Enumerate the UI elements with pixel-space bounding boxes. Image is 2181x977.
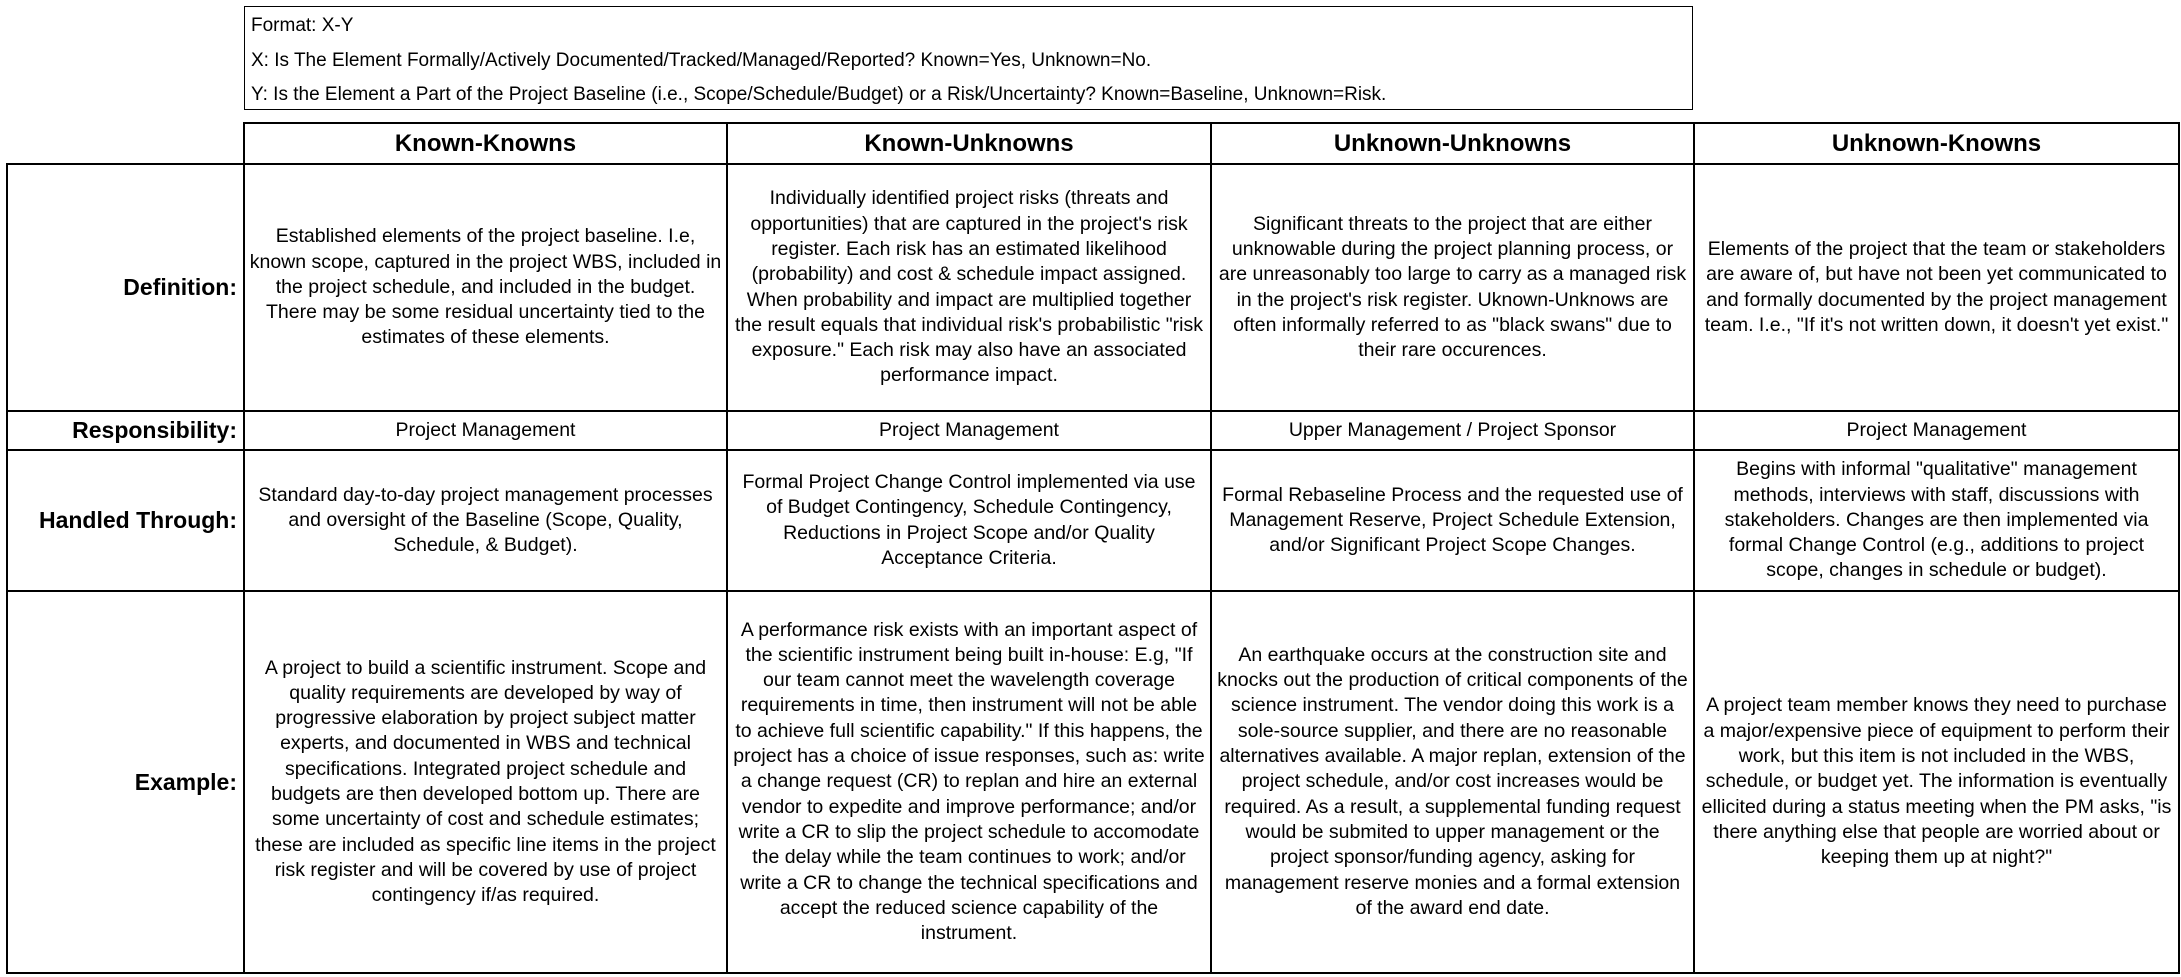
responsibility-unknown-knowns: Project Management [1694, 411, 2179, 450]
format-legend-box [244, 6, 1693, 110]
format-line: Format: X-Y [251, 15, 354, 36]
definition-unknown-unknowns: Significant threats to the project that are either unknowable during the project planning process, or are unreasonably too large to carry as a managed risk in the project's risk register. Uknown-Unknows are often informally referred to as "black swans" due to their rare occurences. [1211, 164, 1694, 411]
definition-unknown-knowns: Elements of the project that the team or stakeholders are aware of, but have not been yet communicated to and formally documented by the project management team. I.e., "If it's not written down, it doesn't yet exist." [1694, 164, 2179, 411]
handled-unknown-knowns: Begins with informal "qualitative" management methods, interviews with staff, discussions with stakeholders. Changes are then implemented via formal Change Control (e.g., additions to project scope, changes in schedule or budget). [1694, 450, 2179, 591]
responsibility-known-knowns: Project Management [244, 411, 727, 450]
corner-cell [7, 123, 244, 164]
knowns-unknowns-table [6, 122, 2180, 974]
responsibility-unknown-unknowns: Upper Management / Project Sponsor [1211, 411, 1694, 450]
example-unknown-knowns: A project team member knows they need to purchase a major/expensive piece of equipment to perform their work, but this item is not included in the WBS, schedule, or budget yet. The information is eventually ellicited during a status meeting when the PM asks, "is there anything else that people are worried about or keeping them up at night?" [1694, 591, 2179, 973]
definition-known-unknowns: Individually identified project risks (threats and opportunities) that are captured in the project's risk register. Each risk has an estimated likelihood (probability) and cost & schedule impact assigned. When probability and impact are multiplied together the result equals that individual risk's probabilistic "risk exposure." Each risk may also have an associated performance impact. [727, 164, 1211, 411]
example-known-knowns: A project to build a scientific instrument. Scope and quality requirements are developed by way of progressive elaboration by project subject matter experts, and documented in WBS and technical specifications. Integrated project schedule and budgets are then developed bottom up. There are some uncertainty of cost and schedule estimates; these are included as specific line items in the project risk register and will be covered by use of project contingency if/as required. [244, 591, 727, 973]
column-header-known-unknowns: Known-Unknowns [727, 123, 1211, 164]
column-header-unknown-unknowns: Unknown-Unknowns [1211, 123, 1694, 164]
header-row [7, 123, 2179, 164]
row-label-definition: Definition: [7, 164, 244, 411]
x-axis-definition: X: Is The Element Formally/Actively Documented/Tracked/Managed/Reported? Known=Yes, Unknown=No. [251, 50, 1152, 71]
row-label-handled-through: Handled Through: [7, 450, 244, 591]
table-row-responsibility [7, 411, 2179, 450]
handled-unknown-unknowns: Formal Rebaseline Process and the requested use of Management Reserve, Project Schedule Extension, and/or Significant Project Scope Changes. [1211, 450, 1694, 591]
table-row-handled-through [7, 450, 2179, 591]
y-axis-definition: Y: Is the Element a Part of the Project Baseline (i.e., Scope/Schedule/Budget) or a Risk/Uncertainty? Known=Baseline, Unknown=Risk. [251, 84, 1387, 105]
table-row-example [7, 591, 2179, 973]
column-header-known-knowns: Known-Knowns [244, 123, 727, 164]
example-known-unknowns: A performance risk exists with an important aspect of the scientific instrument being built in-house: E.g, "If our team cannot meet the wavelength coverage requirements in time, then instrument will not be able to achieve full scientific capability." If this happens, the project has a choice of issue responses, such as: write a change request (CR) to replan and hire an external vendor to expedite and improve performance; and/or write a CR to slip the project schedule to accomodate the delay while the team continues to work; and/or write a CR to change the technical specifications and accept the reduced science capability of the instrument. [727, 591, 1211, 973]
handled-known-knowns: Standard day-to-day project management processes and oversight of the Baseline (Scope, Quality, Schedule, & Budget). [244, 450, 727, 591]
handled-known-unknowns: Formal Project Change Control implemented via use of Budget Contingency, Schedule Contingency, Reductions in Project Scope and/or Quality Acceptance Criteria. [727, 450, 1211, 591]
row-label-responsibility: Responsibility: [7, 411, 244, 450]
example-unknown-unknowns: An earthquake occurs at the construction site and knocks out the production of critical components of the science instrument. The vendor doing this work is a sole-source supplier, and there are no reasonable alternatives available. A major replan, extension of the project schedule, and/or cost increases would be required. As a result, a supplemental funding request would be submited to upper management or the project sponsor/funding agency, asking for management reserve monies and a formal extension of the award end date. [1211, 591, 1694, 973]
table-row-definition [7, 164, 2179, 411]
definition-known-knowns: Established elements of the project baseline. I.e, known scope, captured in the project WBS, included in the project schedule, and included in the budget. There may be some residual uncertainty tied to the estimates of these elements. [244, 164, 727, 411]
column-header-unknown-knowns: Unknown-Knowns [1694, 123, 2179, 164]
row-label-example: Example: [7, 591, 244, 973]
responsibility-known-unknowns: Project Management [727, 411, 1211, 450]
